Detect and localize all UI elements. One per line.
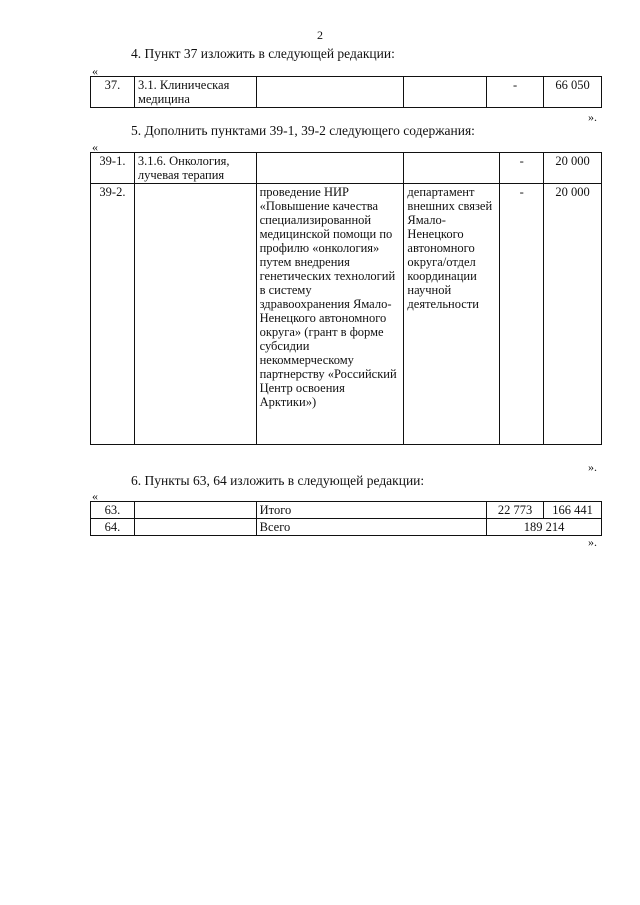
event-cell — [256, 153, 404, 184]
table-row — [91, 502, 602, 519]
section-5-close-quote: ». — [588, 460, 597, 474]
row-number: 63. — [91, 502, 135, 519]
total-value: 22 773 — [487, 502, 544, 519]
executor-cell — [404, 153, 500, 184]
row-number: 64. — [91, 519, 135, 536]
executor-cell: департамент внешних связей Ямало-Ненецкого автономного округа/отдел координации научной деятельности — [404, 184, 500, 445]
direction-name — [134, 184, 256, 445]
section-5-table — [90, 152, 602, 445]
row-number: 37. — [91, 77, 135, 108]
amount-cell: 20 000 — [544, 184, 602, 445]
grand-total-value: 189 214 — [487, 519, 602, 536]
table-row — [91, 184, 602, 445]
section-4-heading: 4. Пункт 37 изложить в следующей редакции: — [131, 46, 395, 61]
section-5-open-quote: « — [92, 140, 98, 154]
grand-total-label: Всего — [256, 519, 487, 536]
executor-cell — [404, 77, 487, 108]
section-4-table — [90, 76, 602, 108]
amount-cell: - — [487, 77, 544, 108]
table-row — [91, 519, 602, 536]
direction-name: 3.1.6. Онкология, лучевая терапия — [134, 153, 256, 184]
section-6-table — [90, 501, 602, 536]
total-label: Итого — [256, 502, 487, 519]
row-number: 39-1. — [91, 153, 135, 184]
event-cell — [256, 77, 404, 108]
direction-name: 3.1. Клиническая медицина — [134, 77, 256, 108]
table-row — [91, 77, 602, 108]
amount-cell: 66 050 — [544, 77, 602, 108]
amount-cell: 20 000 — [544, 153, 602, 184]
page-number: 2 — [317, 28, 323, 42]
total-value: 166 441 — [544, 502, 602, 519]
section-6-heading: 6. Пункты 63, 64 изложить в следующей редакции: — [131, 473, 425, 488]
section-4-open-quote: « — [92, 64, 98, 78]
section-4-close-quote: ». — [588, 110, 597, 124]
section-6-open-quote: « — [92, 489, 98, 503]
table-row — [91, 153, 602, 184]
amount-cell: - — [500, 153, 544, 184]
section-5-heading: 5. Дополнить пунктами 39-1, 39-2 следующего содержания: — [131, 123, 475, 138]
amount-cell: - — [500, 184, 544, 445]
row-number: 39-2. — [91, 184, 135, 445]
event-cell: проведение НИР «Повышение качества специализированной медицинской помощи по профилю «онкология» путем внедрения генетических технологий в систему здравоохранения Ямало-Ненецкого автономного округа» (грант в форме субсидии некоммерческому партнерству «Российский Центр освоения Арктики») — [256, 184, 404, 445]
section-6-close-quote: ». — [588, 535, 597, 549]
